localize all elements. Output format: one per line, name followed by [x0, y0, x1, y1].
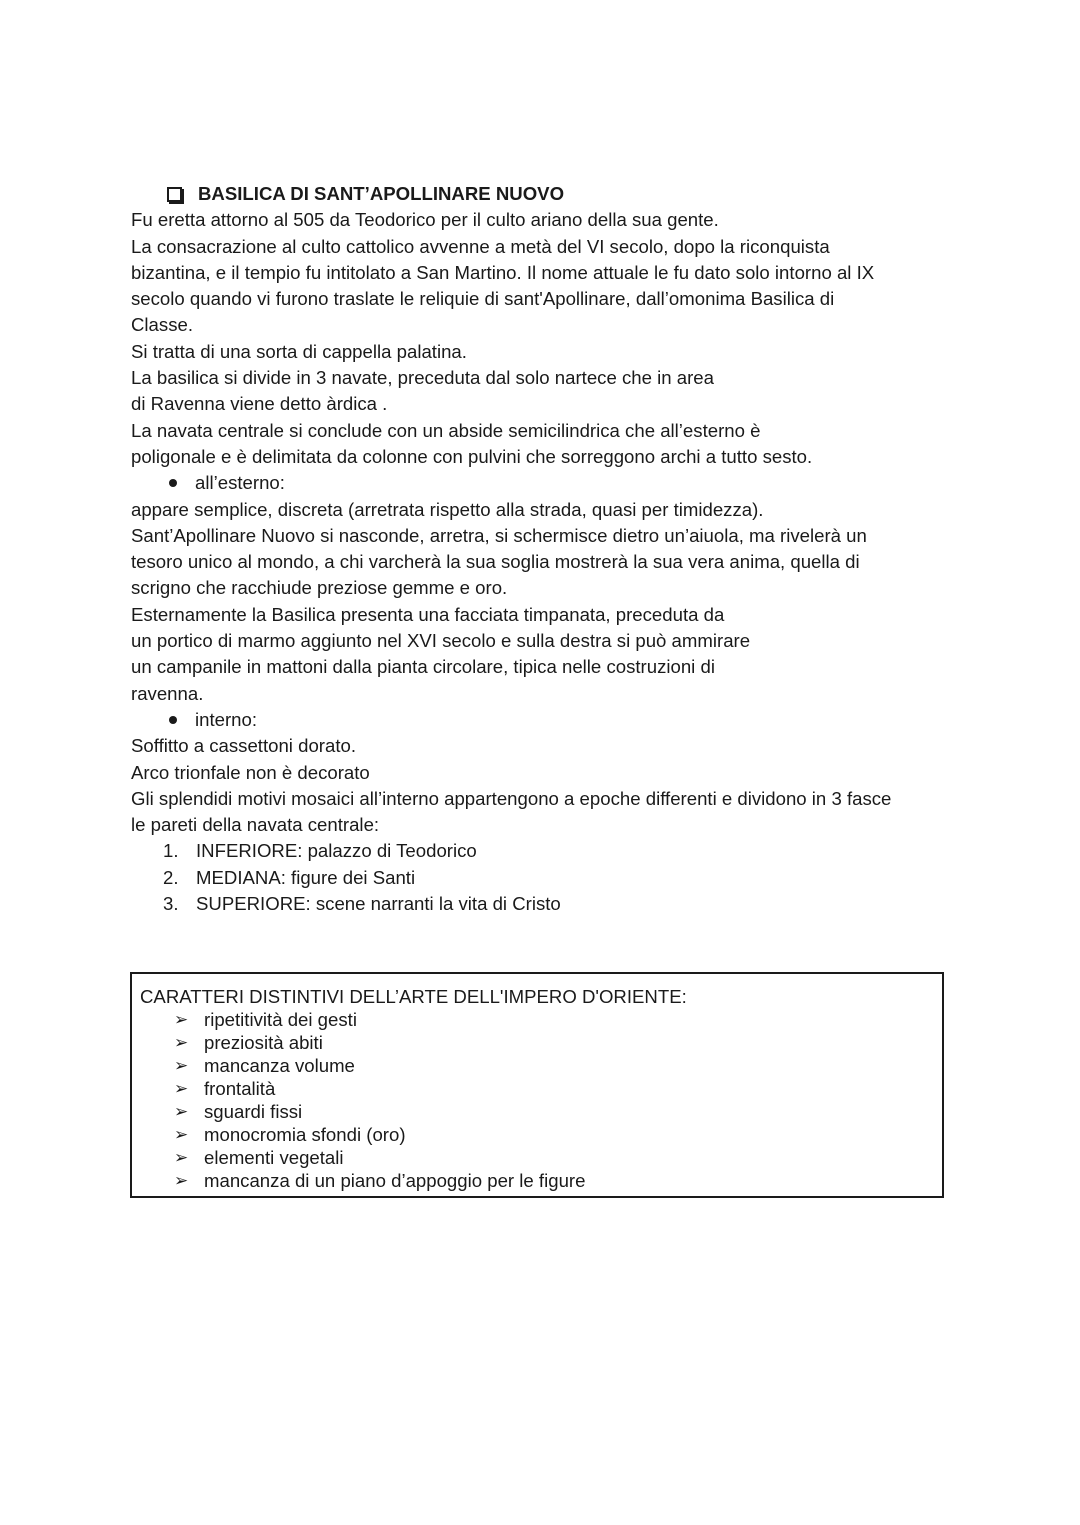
- text-line: tesoro unico al mondo, a chi varcherà la sua soglia mostrerà la sua vera anima, quella di: [131, 551, 860, 573]
- text-line: un portico di marmo aggiunto nel XVI secolo e sulla destra si può ammirare: [131, 630, 751, 652]
- list-text: SUPERIORE: scene narranti la vita di Cristo: [196, 893, 561, 915]
- text-line: le pareti della navata centrale:: [131, 814, 380, 836]
- text-line: La consacrazione al culto cattolico avvenne a metà del VI secolo, dopo la riconquista: [131, 235, 830, 257]
- intro-paragraph: [131, 207, 961, 470]
- list-text: preziosità abiti: [204, 1032, 323, 1053]
- arrow-bullet-icon: ➢: [174, 1148, 189, 1167]
- box-title: CARATTERI DISTINTIVI DELL’ARTE DELL'IMPERO D'ORIENTE:: [140, 986, 687, 1007]
- text-line: Classe.: [131, 314, 194, 336]
- list-number: 3.: [163, 893, 179, 915]
- text-line: secolo quando vi furono traslate le reliquie di sant'Apollinare, dall’omonima Basilica di: [131, 288, 835, 310]
- exterior-paragraph: [131, 497, 961, 707]
- numbered-list: [131, 838, 961, 917]
- section-heading: [131, 181, 961, 207]
- list-item: [140, 1031, 934, 1054]
- arrow-bullet-icon: ➢: [174, 1056, 189, 1075]
- list-item: [140, 1008, 934, 1031]
- list-item: [140, 1100, 934, 1123]
- bullet-dot-icon: [169, 479, 177, 487]
- text-line: Esternamente la Basilica presenta una facciata timpanata, preceduta da: [131, 603, 725, 625]
- bullet-label: interno:: [195, 708, 258, 730]
- list-text: frontalità: [204, 1078, 276, 1099]
- arrow-bullet-icon: ➢: [174, 1033, 189, 1052]
- list-text: mancanza di un piano d’appoggio per le figure: [204, 1170, 586, 1191]
- text-line: Gli splendidi motivi mosaici all’interno appartengono a epoche differenti e dividono in 3 fasce: [131, 787, 892, 809]
- bullet-label: all’esterno:: [195, 472, 285, 494]
- characteristics-list: [140, 1008, 934, 1192]
- arrow-bullet-icon: ➢: [174, 1010, 189, 1029]
- text-line: di Ravenna viene detto àrdica .: [131, 393, 388, 415]
- list-text: MEDIANA: figure dei Santi: [196, 866, 416, 888]
- list-item: [131, 838, 961, 864]
- list-text: sguardi fissi: [204, 1101, 303, 1122]
- heading-text: BASILICA DI SANT’APOLLINARE NUOVO: [198, 183, 565, 204]
- interior-paragraph: [131, 733, 961, 838]
- text-line: un campanile in mattoni dalla pianta circolare, tipica nelle costruzioni di: [131, 656, 715, 678]
- text-line: ravenna.: [131, 682, 204, 704]
- list-item: [140, 1123, 934, 1146]
- list-text: mancanza volume: [204, 1055, 355, 1076]
- list-text: ripetitività dei gesti: [204, 1009, 357, 1030]
- document-body: [131, 181, 961, 917]
- list-text: monocromia sfondi (oro): [204, 1124, 406, 1145]
- list-text: elementi vegetali: [204, 1147, 344, 1168]
- text-line: Soffitto a cassettoni dorato.: [131, 735, 356, 757]
- text-line: Sant’Apollinare Nuovo si nasconde, arretra, si schermisce dietro un’aiuola, ma rivelerà un: [131, 524, 867, 546]
- checkbox-bullet-icon: [167, 187, 182, 202]
- list-item: [140, 1054, 934, 1077]
- bullet-dot-icon: [169, 716, 177, 724]
- list-number: 2.: [163, 866, 179, 888]
- text-line: La navata centrale si conclude con un abside semicilindrica che all’esterno è: [131, 419, 761, 441]
- list-item: [140, 1169, 934, 1192]
- list-item: [140, 1146, 934, 1169]
- bullet-exterior: [131, 470, 961, 496]
- characteristics-box: [130, 972, 944, 1198]
- list-item: [140, 1077, 934, 1100]
- text-line: Arco trionfale non è decorato: [131, 761, 370, 783]
- text-line: La basilica si divide in 3 navate, preceduta dal solo nartece che in area: [131, 367, 714, 389]
- arrow-bullet-icon: ➢: [174, 1079, 189, 1098]
- bullet-interior: [131, 707, 961, 733]
- list-number: 1.: [163, 840, 179, 862]
- list-text: INFERIORE: palazzo di Teodorico: [196, 840, 477, 862]
- list-item: [131, 865, 961, 891]
- text-line: Fu eretta attorno al 505 da Teodorico per il culto ariano della sua gente.: [131, 209, 719, 231]
- text-line: scrigno che racchiude preziose gemme e oro.: [131, 577, 508, 599]
- text-line: poligonale e è delimitata da colonne con pulvini che sorreggono archi a tutto sesto.: [131, 445, 813, 467]
- text-line: appare semplice, discreta (arretrata rispetto alla strada, quasi per timidezza).: [131, 498, 764, 520]
- arrow-bullet-icon: ➢: [174, 1171, 189, 1190]
- text-line: bizantina, e il tempio fu intitolato a San Martino. Il nome attuale le fu dato solo intorno al IX: [131, 261, 875, 283]
- arrow-bullet-icon: ➢: [174, 1102, 189, 1121]
- arrow-bullet-icon: ➢: [174, 1125, 189, 1144]
- list-item: [131, 891, 961, 917]
- text-line: Si tratta di una sorta di cappella palatina.: [131, 340, 467, 362]
